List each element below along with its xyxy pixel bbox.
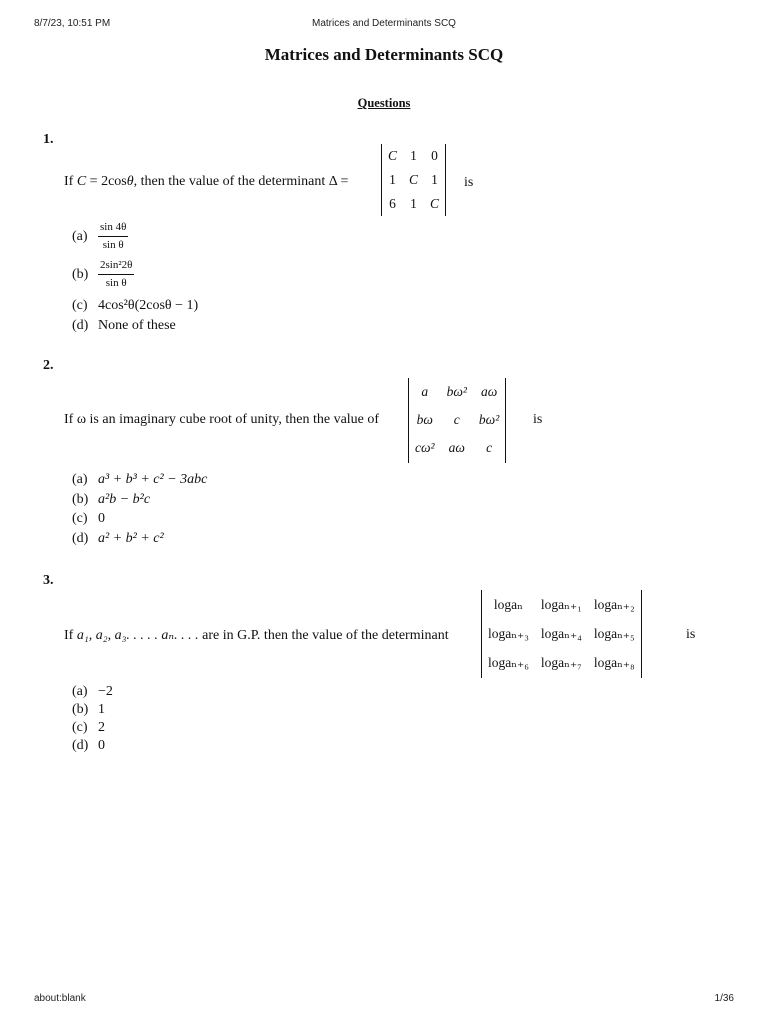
option-a — [72, 221, 128, 252]
option-text: a³ + b³ + c² − 3abc — [98, 472, 208, 487]
det-cell: c — [453, 412, 460, 427]
det-cell: 1 — [410, 148, 417, 163]
option-fraction — [98, 221, 128, 252]
det-cell: bω² — [446, 384, 467, 399]
det-cell: 0 — [431, 148, 438, 163]
determinant — [381, 144, 446, 216]
option-text: a²b − b²c — [98, 492, 151, 507]
option-d — [72, 531, 164, 547]
det-cell: logaₙ₊₇ — [540, 654, 582, 670]
option-label: (a) — [72, 684, 88, 699]
option-b — [72, 492, 150, 508]
option-label: (b) — [72, 702, 89, 717]
det-cell: C — [409, 172, 419, 187]
determinant — [408, 378, 506, 463]
option-label: (a) — [72, 228, 88, 244]
fraction-numerator: 2sin²2θ — [98, 259, 134, 275]
option-b — [72, 259, 134, 290]
option-c — [72, 298, 198, 314]
det-cell: logaₙ₊₁ — [540, 596, 582, 612]
option-label: (d) — [72, 738, 89, 753]
print-datetime: 8/7/23, 10:51 PM — [34, 18, 111, 29]
option-text: a² + b² + c² — [98, 531, 164, 546]
option-c — [72, 720, 105, 736]
det-cell: logaₙ₊₆ — [488, 654, 529, 670]
det-cell: bω² — [478, 412, 500, 427]
det-cell: logaₙ₊₄ — [540, 625, 582, 641]
option-label: (d) — [72, 318, 89, 333]
det-cell: cω² — [415, 440, 435, 455]
stem-math: a₁, a₂, a₃. . . . . aₙ. . . . — [76, 628, 199, 643]
question-number: 3. — [43, 573, 54, 588]
print-page-number: 1/36 — [714, 993, 734, 1004]
print-doc-title: Matrices and Determinants SCQ — [312, 18, 456, 29]
stem-suffix: is — [533, 412, 543, 427]
stem-text: , then the value of the determinant Δ = — [133, 174, 349, 189]
option-a — [72, 472, 207, 488]
det-cell: 1 — [410, 196, 417, 211]
option-label: (a) — [72, 472, 88, 487]
det-cell: c — [486, 440, 493, 455]
fraction-numerator: sin 4θ — [98, 221, 128, 237]
det-cell: logaₙ₊₈ — [593, 654, 635, 670]
stem-text: If — [64, 174, 77, 189]
section-heading: Questions — [357, 96, 411, 110]
option-label: (c) — [72, 720, 88, 735]
question-stem — [64, 627, 449, 644]
option-text: 2 — [98, 720, 105, 735]
det-cell: bω — [416, 412, 433, 427]
det-cell: 1 — [431, 172, 438, 187]
fraction-denominator: sin θ — [102, 239, 124, 251]
option-label: (b) — [72, 492, 89, 507]
question-stem: If ω is an imaginary cube root of unity, then the value of — [64, 412, 380, 427]
det-cell: C — [430, 196, 440, 211]
det-cell: a — [421, 384, 429, 399]
determinant — [481, 590, 642, 678]
option-b — [72, 702, 105, 718]
option-text: 0 — [98, 511, 105, 526]
option-label: (c) — [72, 298, 88, 313]
det-cell: aω — [448, 440, 465, 455]
option-text: 0 — [98, 738, 105, 753]
det-cell: C — [388, 148, 398, 163]
option-a — [72, 684, 113, 700]
stem-suffix: is — [686, 627, 696, 642]
option-label: (d) — [72, 531, 89, 546]
option-label: (c) — [72, 511, 88, 526]
det-cell: 1 — [389, 172, 396, 187]
option-text: −2 — [98, 684, 113, 699]
det-cell: logaₙ — [493, 596, 523, 612]
question-number: 2. — [43, 358, 54, 373]
question-stem — [64, 174, 348, 190]
stem-suffix: is — [464, 175, 474, 190]
stem-text: If — [64, 628, 77, 643]
option-c — [72, 511, 105, 527]
stem-math: C — [76, 174, 87, 189]
option-text: 1 — [98, 702, 105, 717]
option-fraction — [98, 259, 134, 290]
stem-text: are in G.P. then the value of the determinant — [198, 628, 449, 643]
stem-text: = 2cos — [86, 174, 127, 189]
option-text: 4cos²θ(2cosθ − 1) — [98, 298, 199, 313]
page-title: Matrices and Determinants SCQ — [264, 45, 504, 64]
question-number: 1. — [43, 132, 54, 147]
det-cell: 6 — [389, 196, 396, 211]
fraction-denominator: sin θ — [105, 277, 127, 289]
det-cell: logaₙ₊₃ — [488, 625, 529, 641]
option-text: None of these — [98, 318, 176, 333]
stem-math: θ — [126, 174, 134, 189]
option-label: (b) — [72, 266, 89, 282]
det-cell: aω — [480, 384, 498, 399]
det-cell: logaₙ₊₅ — [593, 625, 635, 641]
det-cell: logaₙ₊₂ — [593, 596, 635, 612]
option-d — [72, 318, 176, 334]
option-d — [72, 738, 105, 754]
print-url: about:blank — [34, 993, 86, 1004]
